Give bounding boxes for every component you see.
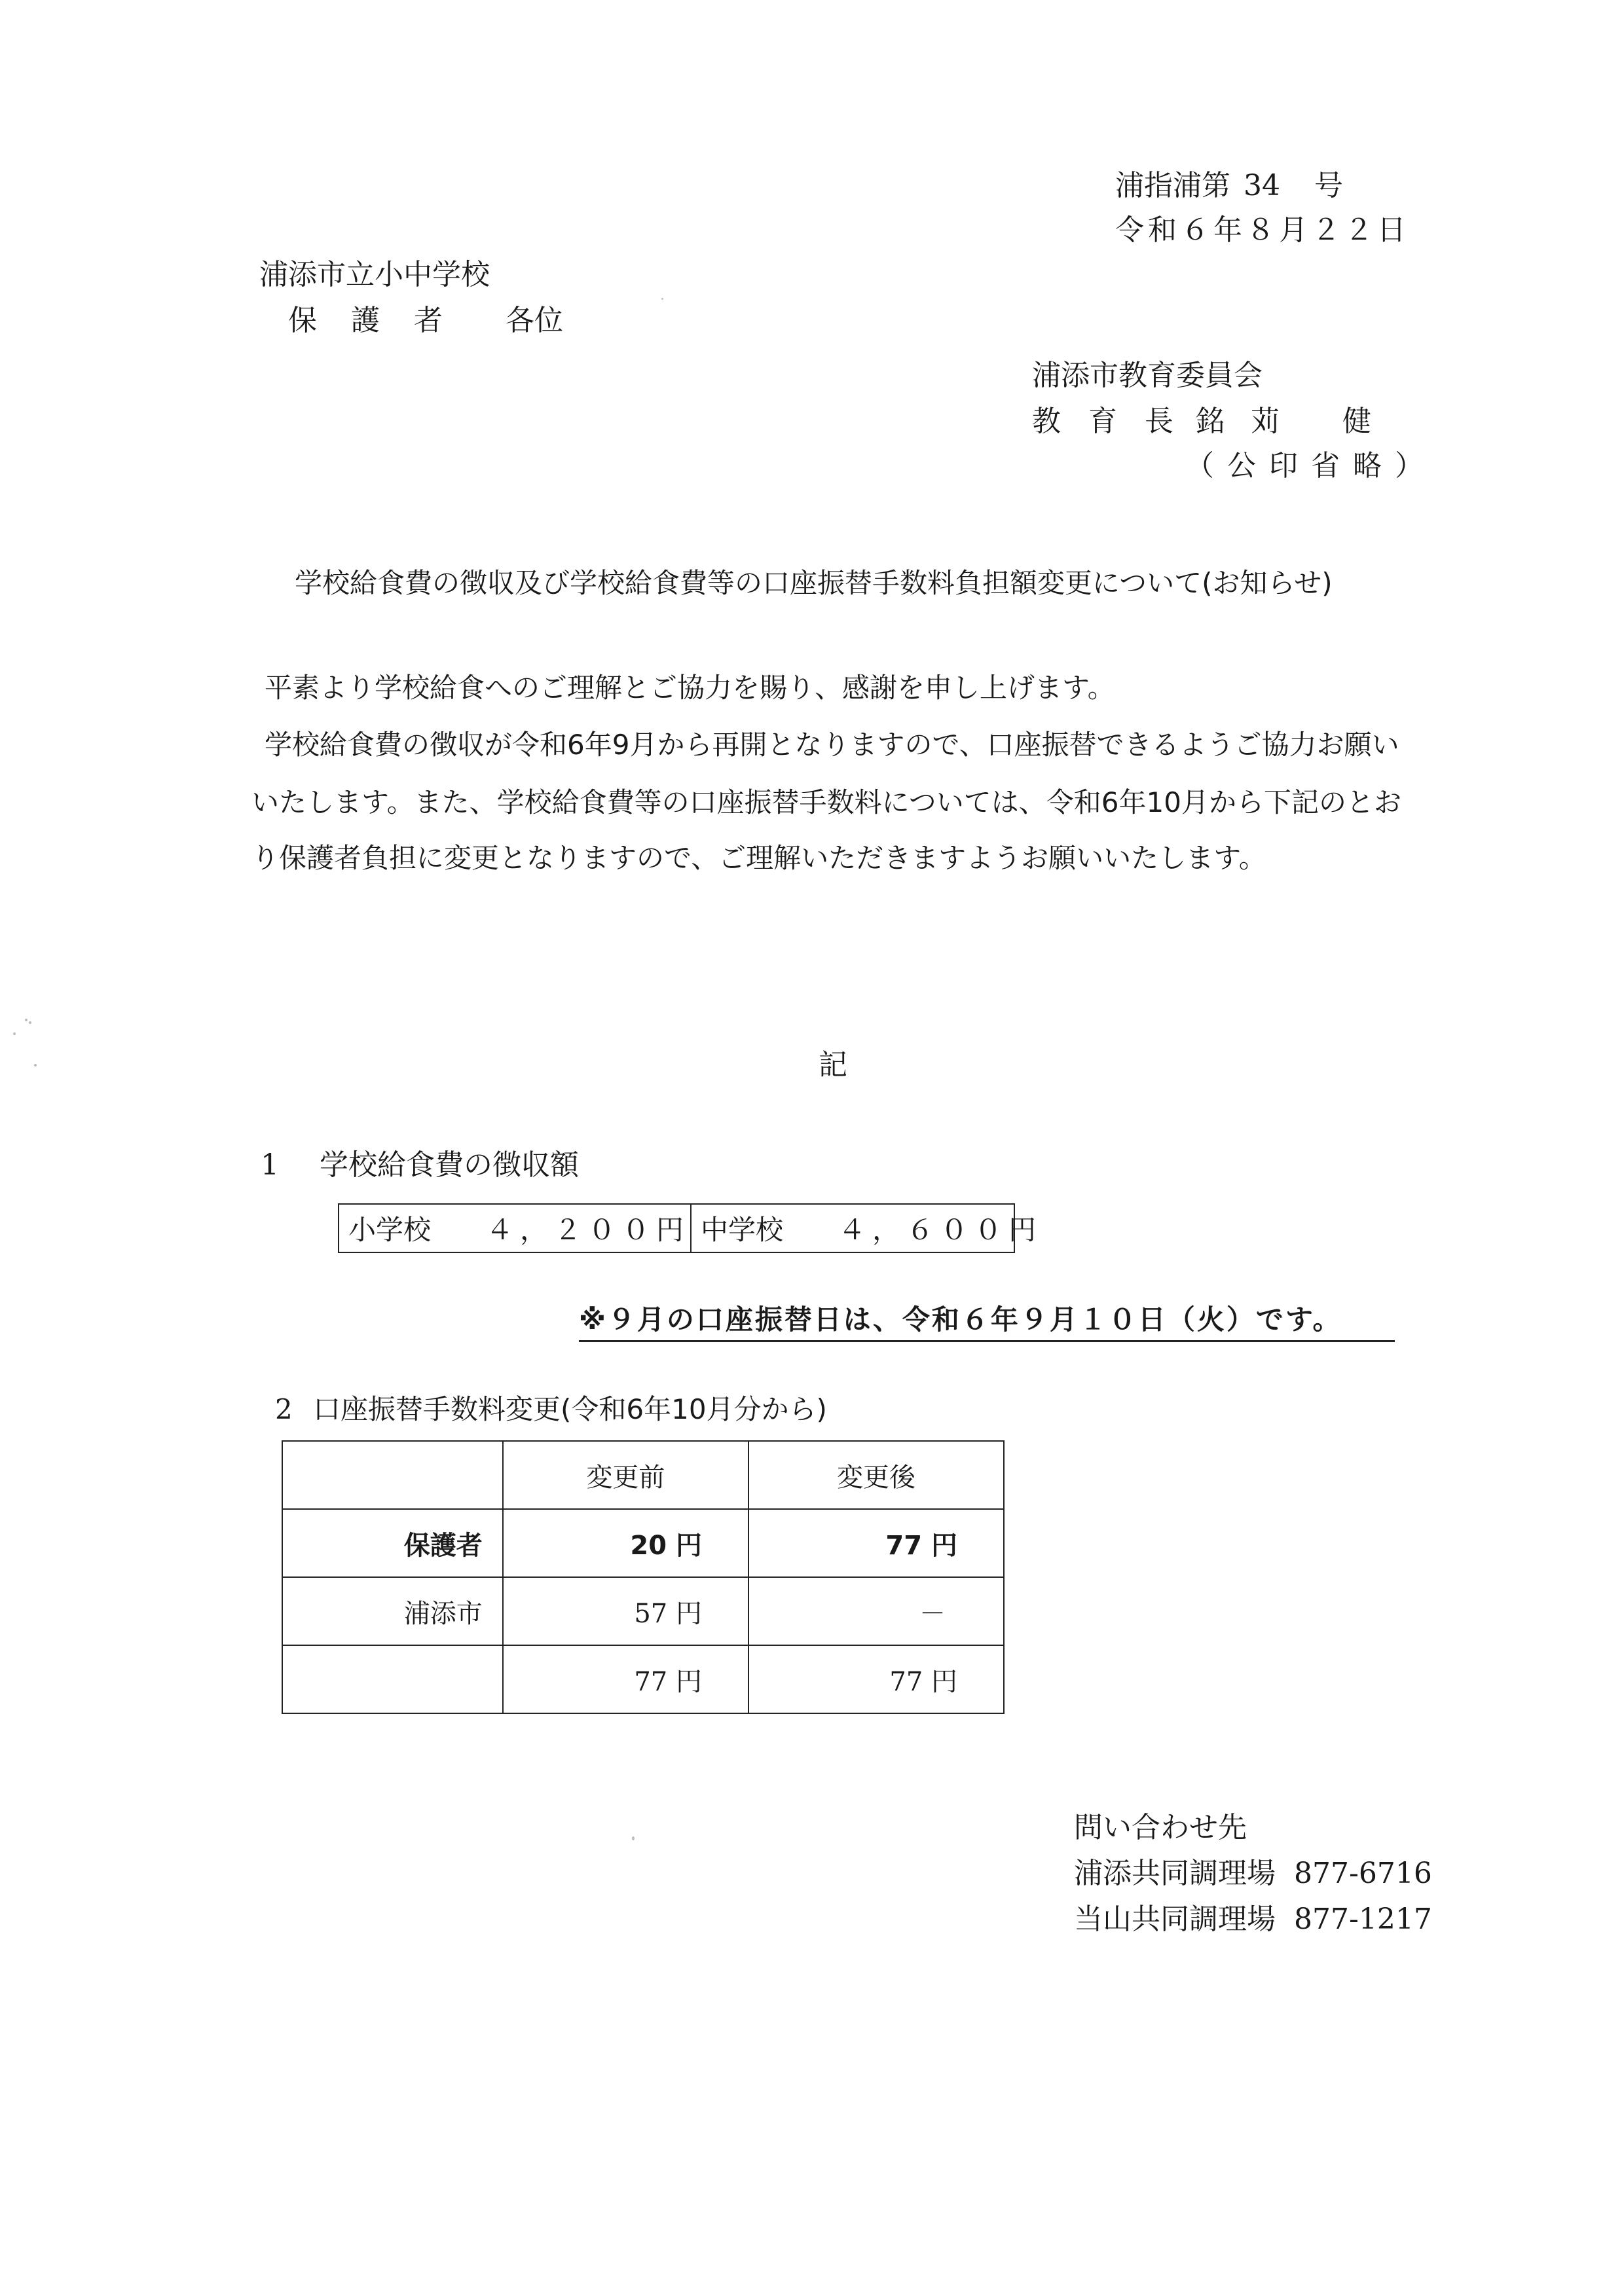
issuer-organization: 浦添市教育委員会 (1032, 359, 1263, 392)
fee-junior-high (690, 1205, 1043, 1252)
column-header-before: 変更前 (503, 1441, 748, 1509)
fee-elementary (339, 1205, 690, 1252)
cell-before: 77 円 (503, 1645, 748, 1713)
document-number (1115, 169, 1343, 202)
document-subject: 学校給食費の徴収及び学校給食費等の口座振替手数料負担額変更について(お知らせ) (295, 567, 1333, 599)
issuer-role: 教育長 (1032, 405, 1201, 438)
fee-amount: ４，２００円 (486, 1214, 691, 1246)
body-paragraph-2-line-3: り保護者負担に変更となりますので、ご理解いただきますようお願いいたします。 (251, 842, 1266, 874)
cell-after: 77 円 (748, 1509, 1004, 1577)
section-2-number: 2 (275, 1393, 293, 1425)
addressee-recipient (288, 306, 563, 335)
body-paragraph-2-line-1: 学校給食費の徴収が令和6年9月から再開となりますので、口座振替できるようご協力お願い (265, 729, 1399, 761)
contact-heading: 問い合わせ先 (1074, 1811, 1247, 1844)
table-row-total (282, 1645, 1004, 1713)
scan-speck (13, 1032, 16, 1035)
document-number-suffix: 号 (1314, 169, 1343, 202)
contact-entry (1074, 1905, 1432, 1934)
lunch-fee-box (338, 1203, 1043, 1253)
issuer-name (1196, 407, 1371, 436)
scan-speck (25, 1019, 28, 1021)
cell-before: 20 円 (503, 1509, 748, 1577)
issuer-family-name: 銘苅 (1196, 405, 1306, 438)
contact-entry (1074, 1859, 1432, 1888)
cell-after: － (748, 1577, 1004, 1645)
row-label: 保護者 (282, 1509, 503, 1577)
body-paragraph-1: 平素より学校給食へのご理解とご協力を賜り、感謝を申し上げます。 (265, 672, 1115, 704)
document-date: 令和６年８月２２日 (1115, 213, 1410, 247)
document-number-value: 34 (1244, 169, 1280, 202)
transfer-date-notice: ※９月の口座振替日は、令和６年９月１０日（火）です。 (579, 1298, 1395, 1342)
recipient-char: 者 (414, 304, 443, 337)
seal-omitted-note: （公印省略） (1185, 449, 1437, 483)
cell-after: 77 円 (748, 1645, 1004, 1713)
contact-name: 当山共同調理場 (1074, 1903, 1276, 1936)
section-2-heading (275, 1388, 827, 1427)
row-label (282, 1645, 503, 1713)
scan-speck (29, 1021, 31, 1024)
contact-phone: 877-1217 (1294, 1903, 1432, 1936)
issuer-signature-line (1032, 407, 1399, 436)
scan-speck (34, 1064, 37, 1066)
section-1-title: 学校給食費の徴収額 (320, 1148, 579, 1182)
section-1-number: 1 (261, 1148, 279, 1182)
contact-phone: 877-6716 (1294, 1857, 1432, 1890)
fee-amount: ４，６００円 (838, 1214, 1043, 1246)
addressee-schools: 浦添市立小中学校 (259, 258, 490, 291)
addressee-honorific: 各位 (506, 304, 563, 337)
table-header-row (282, 1441, 1004, 1509)
recipient-char: 護 (351, 304, 380, 337)
column-header-after: 変更後 (748, 1441, 1004, 1509)
section-2-title: 口座振替手数料変更(令和6年10月分から) (313, 1393, 827, 1425)
table-row-city (282, 1577, 1004, 1645)
contact-name: 浦添共同調理場 (1074, 1857, 1276, 1890)
recipient-char: 保 (288, 304, 317, 337)
scan-speck (661, 298, 663, 300)
table-row-guardian (282, 1509, 1004, 1577)
body-paragraph-2-line-2: いたします。また、学校給食費等の口座振替手数料については、令和6年10月から下記のとお (251, 786, 1401, 818)
transfer-fee-table (282, 1440, 1005, 1714)
section-1-heading (261, 1148, 579, 1182)
scan-speck (632, 1836, 635, 1840)
document-number-prefix: 浦指浦第 (1115, 169, 1230, 202)
row-label: 浦添市 (282, 1577, 503, 1645)
fee-label: 小学校 (348, 1214, 432, 1246)
cell-before: 57 円 (503, 1577, 748, 1645)
column-header (282, 1441, 503, 1509)
fee-label: 中学校 (701, 1214, 784, 1246)
issuer-given-name: 健 (1342, 405, 1371, 438)
notation-heading: 記 (819, 1048, 847, 1082)
